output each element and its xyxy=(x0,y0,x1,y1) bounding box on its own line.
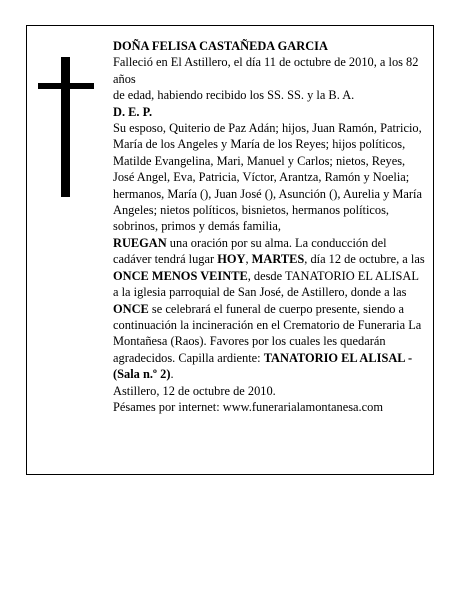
family-paragraph: Su esposo, Quiterio de Paz Adán; hijos, Juan Ramón, Patricio, María de los Angeles y María de los Reyes; hijos políticos, Matilde Evangelina, Mari, Manuel y Carlos; nietos, Reyes, José Angel, Eva, Patricia, Víctor, Arantza, Ramón y Noelia; hermanos, María (), Juan José (), Asunción (), Aurelia y María Angeles; nietos políticos, bisnietos, hermanos políticos, sobrinos, primos y demás familia, xyxy=(113,121,422,234)
death-line: Falleció en El Astillero, el día 11 de octubre de 2010, a los 82 años xyxy=(113,55,419,86)
funeral-text-2: , xyxy=(245,252,252,267)
funeral-text-4: , desde xyxy=(247,268,285,283)
condolences-line: Pésames por internet: www.funerarialamontanesa.com xyxy=(113,399,383,414)
funeral-text-3: , día 12 de octubre, a las xyxy=(304,252,425,267)
hoy-label: HOY xyxy=(217,252,246,267)
once-label: ONCE xyxy=(113,301,149,316)
date-line: Astillero, 12 de octubre de 2010. xyxy=(113,383,276,398)
funeral-text-6: se celebrará el funeral de cuerpo presente, siendo a continuación la incineración en el Crematorio de Funeraria La Montañesa (Raos). Favores por los cuales les quedarán agradecidos. Capilla ardiente: xyxy=(113,301,422,365)
sacraments-line: de edad, habiendo recibido los SS. SS. y la B. A. xyxy=(113,88,355,103)
cross-vertical-bar xyxy=(61,57,70,197)
ruegan-label: RUEGAN xyxy=(113,235,167,250)
funeral-paragraph xyxy=(113,235,427,383)
funeral-text-1: una oración por su alma. La conducción del cadáver tendrá lugar xyxy=(113,235,387,267)
deceased-name: DOÑA FELISA CASTAÑEDA GARCIA xyxy=(113,39,328,53)
martes-label: MARTES xyxy=(251,252,305,267)
funeral-text-7: . xyxy=(170,367,174,382)
funeral-text-5: a la iglesia parroquial de San José, de Astillero, donde a las xyxy=(113,285,407,300)
time-label: ONCE MENOS VEINTE xyxy=(113,268,248,283)
obituary-text xyxy=(113,38,427,415)
dep-line: D. E. P. xyxy=(113,104,153,119)
cross-horizontal-bar xyxy=(38,83,94,89)
capilla-label: TANATORIO EL ALISAL - (Sala n.º 2) xyxy=(113,350,413,382)
tanatorio-label: TANATORIO EL ALISAL xyxy=(285,268,419,283)
